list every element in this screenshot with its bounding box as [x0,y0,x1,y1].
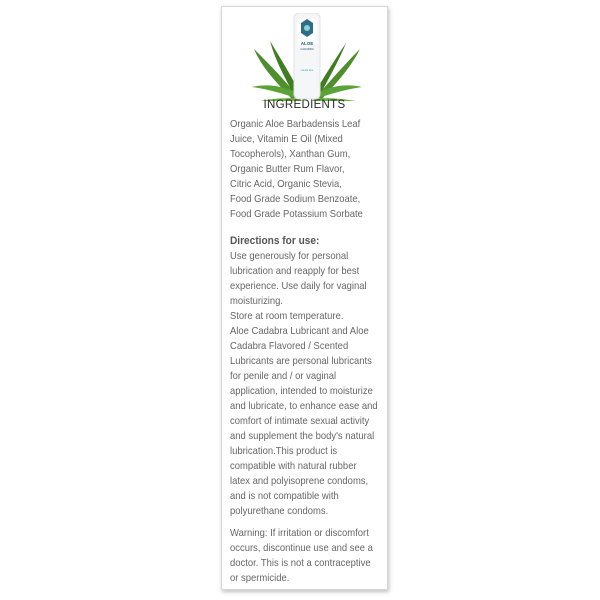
directions-line: Store at room temperature. [230,310,344,322]
label-card [221,6,388,590]
directions-line: polyurethane condoms. [230,505,329,517]
ingredients-line: Organic Aloe Barbadensis Leaf [230,118,361,130]
lubricant-tube-icon [294,13,320,99]
tube-label: natural aloe [300,69,314,72]
directions-line: and is not compatible with [230,490,339,502]
directions-line: Use generously for personal [230,250,349,262]
warning-line: or spermicide. [230,572,290,584]
warning-text [230,526,374,586]
directions-line: moisturizing. [230,295,284,307]
ingredients-line: Organic Butter Rum Flavor, [230,163,345,175]
ingredients-text [230,117,374,222]
warning-line: doctor. This is not a contraceptive [230,557,371,569]
directions-line: experience. Use daily for vaginal [230,280,367,292]
directions-line: lubrication.This product is [230,445,338,457]
warning-line: occurs, discontinue use and see a [230,542,373,554]
ingredients-line: Citric Acid, Organic Stevia, [230,178,342,190]
directions-line: lubrication and reapply for best [230,265,360,277]
directions-line: comfort of intimate sexual activity [230,415,370,427]
product-image [252,13,362,101]
directions-line: compatible with natural rubber [230,460,357,472]
ingredients-line: Food Grade Sodium Benzoate, [230,193,361,205]
directions-line: Lubricants are personal lubricants [230,355,372,367]
ingredients-line: Food Grade Potassium Sorbate [230,208,363,220]
directions-line: Cadabra Flavored / Scented [230,340,349,352]
brand-line2: CADABRA [300,47,314,51]
ingredients-line: Tocopherols), Xanthan Gum, [230,148,351,160]
directions-line: and supplement the body's natural [230,430,375,442]
directions-text [230,249,378,519]
warning-line: Warning: If irritation or discomfort [230,527,369,539]
directions-line: for penile and / or vaginal [230,370,337,382]
directions-line: latex and polyisoprene condoms, [230,475,369,487]
directions-title: Directions for use: [230,235,320,247]
ingredients-heading: INGREDIENTS [263,99,346,111]
directions-line: Aloe Cadabra Lubricant and Aloe [230,325,369,337]
directions-line: application, intended to moisturize [230,385,373,397]
directions-line: and lubricate, to enhance ease and [230,400,378,412]
ingredients-line: Juice, Vitamin E Oil (Mixed [230,133,343,145]
brand-line1: ALOE [300,41,314,46]
